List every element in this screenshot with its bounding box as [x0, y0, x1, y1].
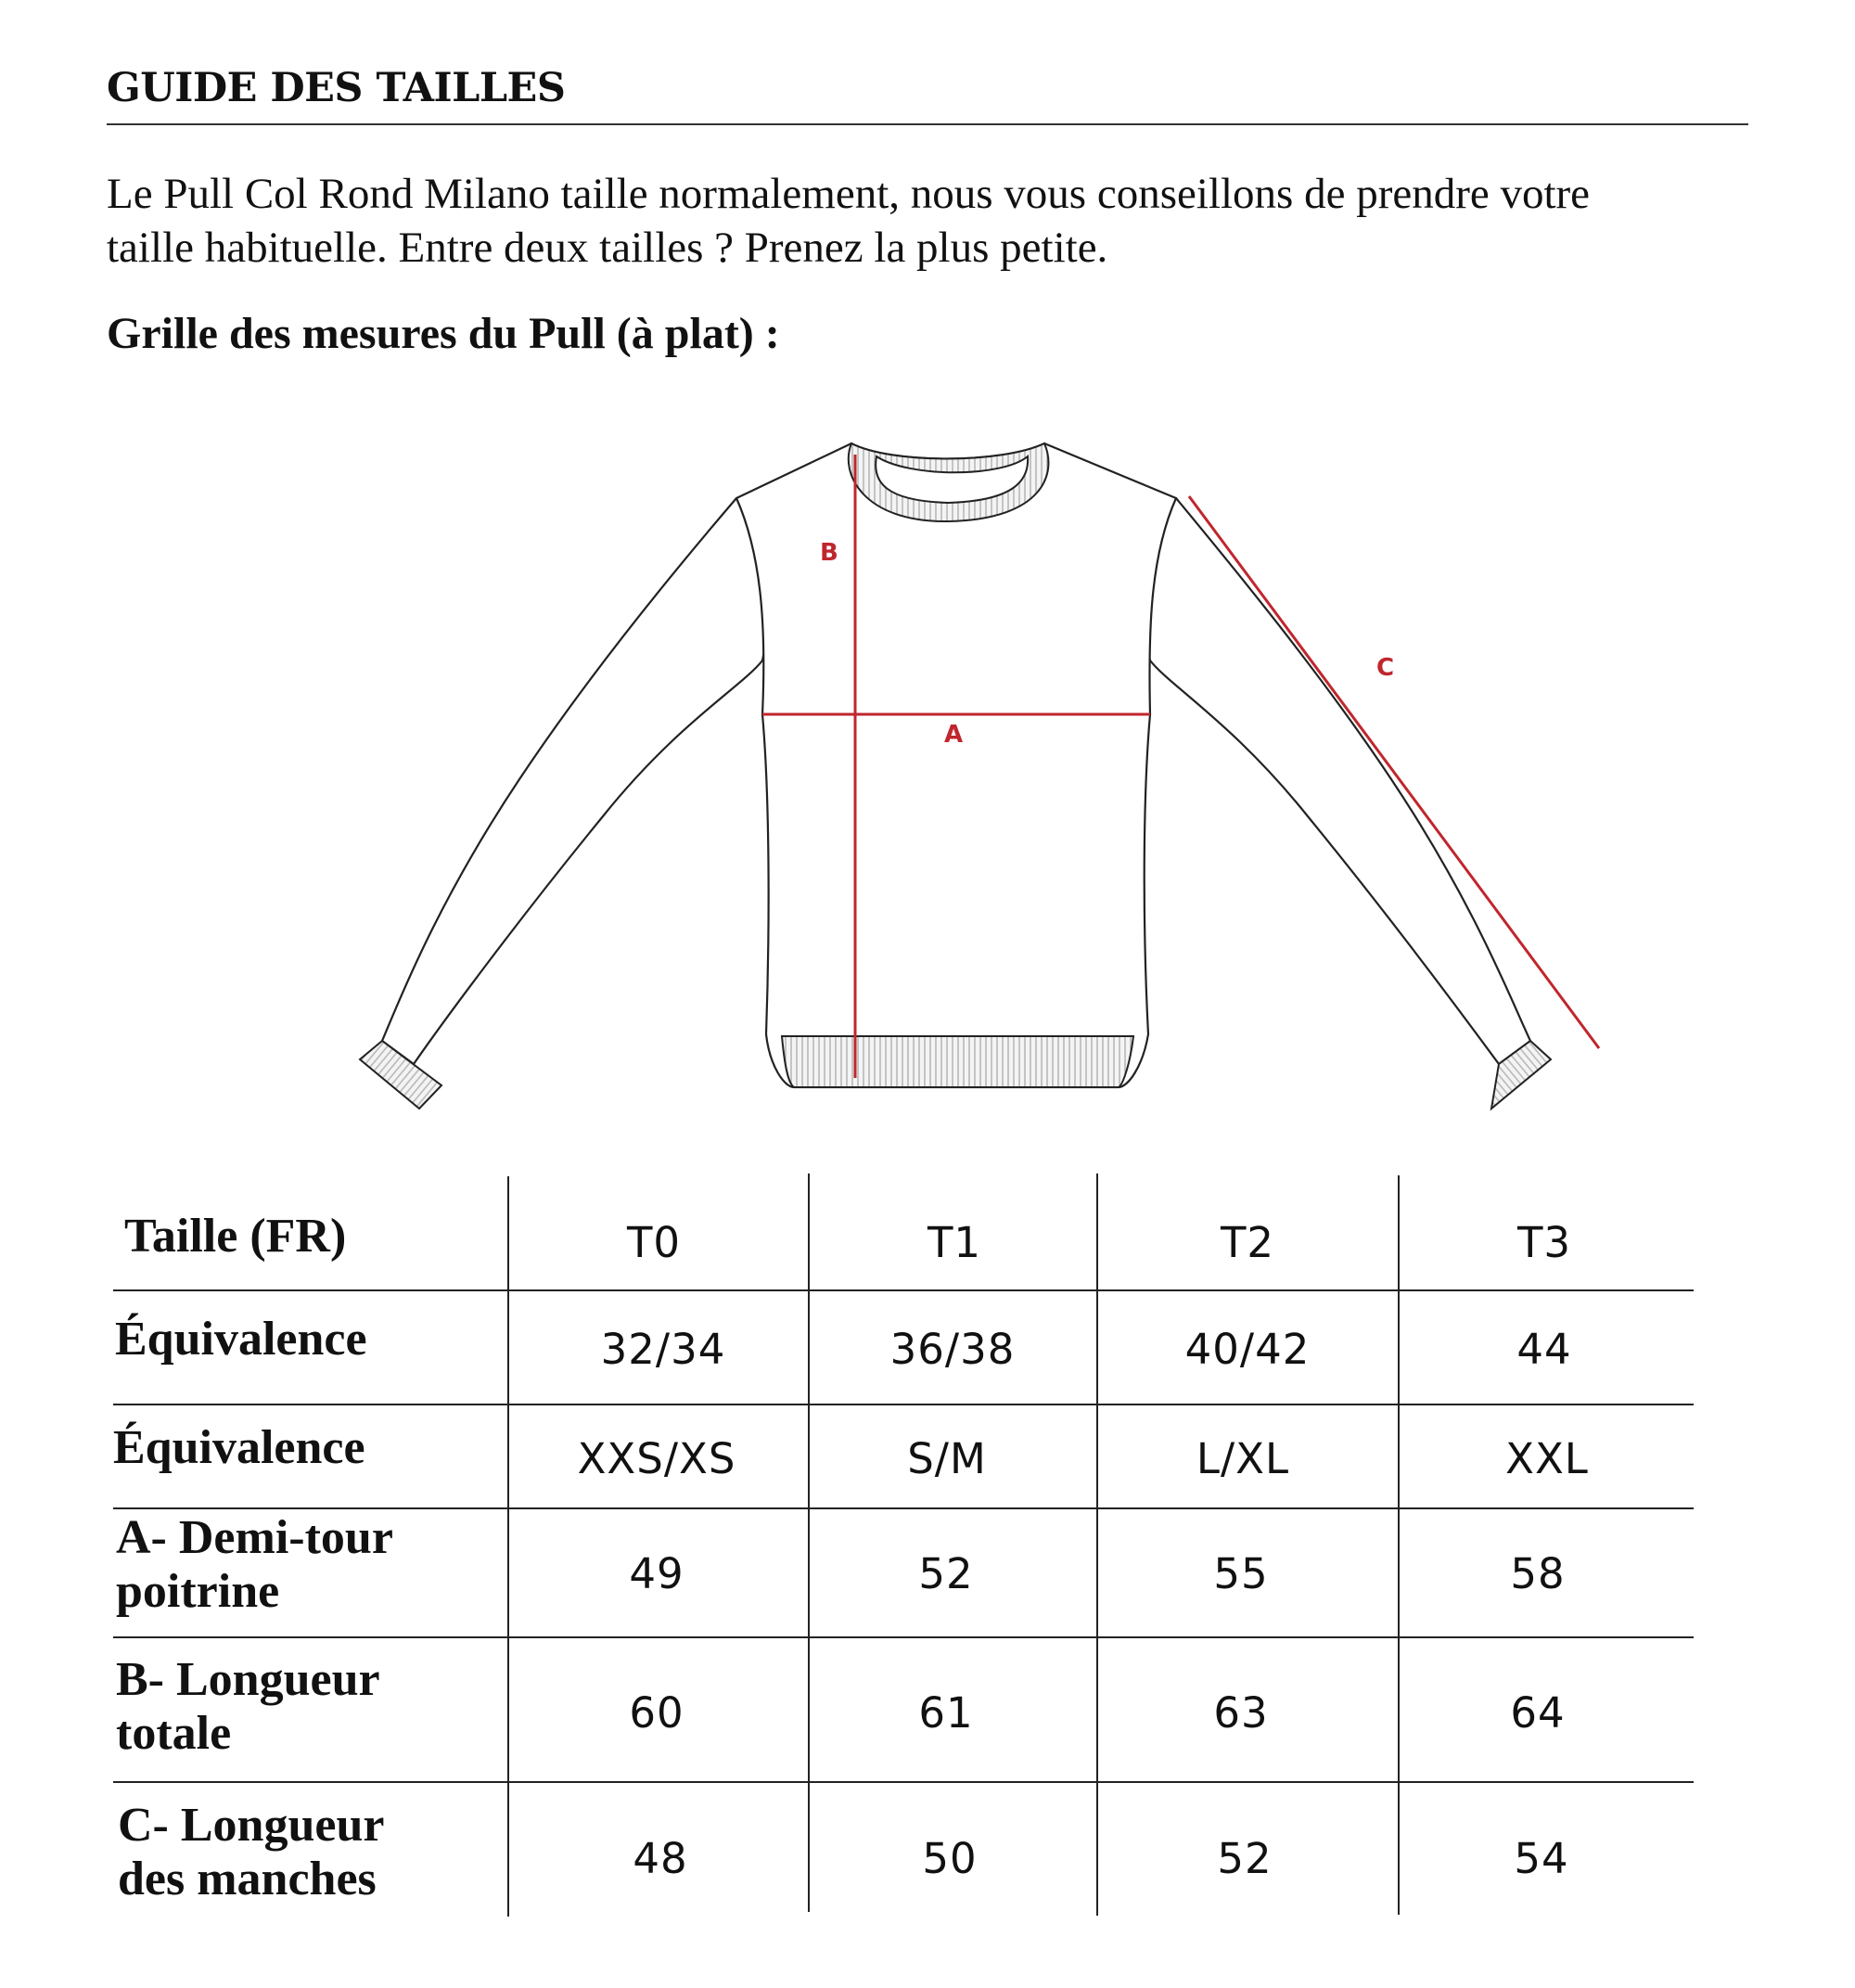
table-cell: 40/42: [1184, 1325, 1311, 1374]
table-hline: [113, 1781, 1694, 1783]
title-divider: [107, 123, 1748, 125]
measurement-grid-heading: Grille des mesures du Pull (à plat) :: [107, 309, 780, 358]
page-title: GUIDE DES TAILLES: [107, 65, 566, 111]
intro-line-2: taille habituelle. Entre deux tailles ? Prenez la plus petite.: [107, 224, 1108, 272]
table-cell: 63: [1213, 1688, 1269, 1738]
sweater-body: [736, 443, 1176, 1087]
table-vline: [1398, 1175, 1400, 1915]
sweater-diagram: [0, 408, 1855, 1132]
size-header: T2: [1220, 1218, 1275, 1267]
table-cell: XXS/XS: [577, 1434, 736, 1483]
table-row-label: A- Demi-tour poitrine: [116, 1511, 393, 1618]
table-cell: 52: [918, 1549, 974, 1598]
table-cell: 32/34: [600, 1325, 726, 1374]
table-row-label: Équivalence: [115, 1313, 367, 1366]
table-cell: L/XL: [1196, 1434, 1290, 1483]
measure-c-line: [1189, 496, 1599, 1048]
left-sleeve: [382, 498, 770, 1064]
measure-b-label: B: [820, 539, 838, 567]
table-cell: 49: [629, 1549, 684, 1598]
table-cell: 64: [1510, 1688, 1566, 1738]
table-cell: 60: [629, 1688, 684, 1738]
table-cell: 36/38: [889, 1325, 1016, 1374]
table-hline: [113, 1636, 1694, 1638]
table-vline: [1096, 1174, 1098, 1916]
intro-line-1: Le Pull Col Rond Milano taille normalement, nous vous conseillons de prendre votre: [107, 170, 1591, 218]
table-hline: [113, 1507, 1694, 1509]
sweater-outline: [382, 443, 1530, 1087]
hem-rib: [782, 1036, 1133, 1087]
table-cell: 44: [1516, 1325, 1572, 1374]
table-cell: 52: [1217, 1834, 1273, 1883]
measure-a-label: A: [944, 721, 964, 749]
size-header: T1: [927, 1218, 982, 1267]
table-row-label: B- Longueur totale: [116, 1653, 380, 1760]
measure-c-label: C: [1376, 654, 1395, 682]
table-vline: [507, 1176, 509, 1917]
table-cell: 50: [922, 1834, 978, 1883]
table-cell: XXL: [1505, 1434, 1589, 1483]
table-row-label: Équivalence: [113, 1421, 365, 1474]
table-cell: 61: [918, 1688, 974, 1738]
size-header: T3: [1516, 1218, 1572, 1267]
intro-paragraph: [107, 167, 1776, 275]
table-hline: [113, 1289, 1694, 1291]
table-hline: [113, 1404, 1694, 1405]
size-header: T0: [626, 1218, 682, 1267]
table-cell: 48: [633, 1834, 688, 1883]
table-cell: S/M: [907, 1434, 987, 1483]
table-header-label: Taille (FR): [124, 1210, 347, 1263]
right-sleeve: [1142, 498, 1530, 1064]
table-row-label: C- Longueur des manches: [118, 1799, 385, 1905]
table-vline: [808, 1174, 810, 1912]
table-cell: 58: [1510, 1549, 1566, 1598]
table-cell: 55: [1213, 1549, 1269, 1598]
table-cell: 54: [1514, 1834, 1569, 1883]
